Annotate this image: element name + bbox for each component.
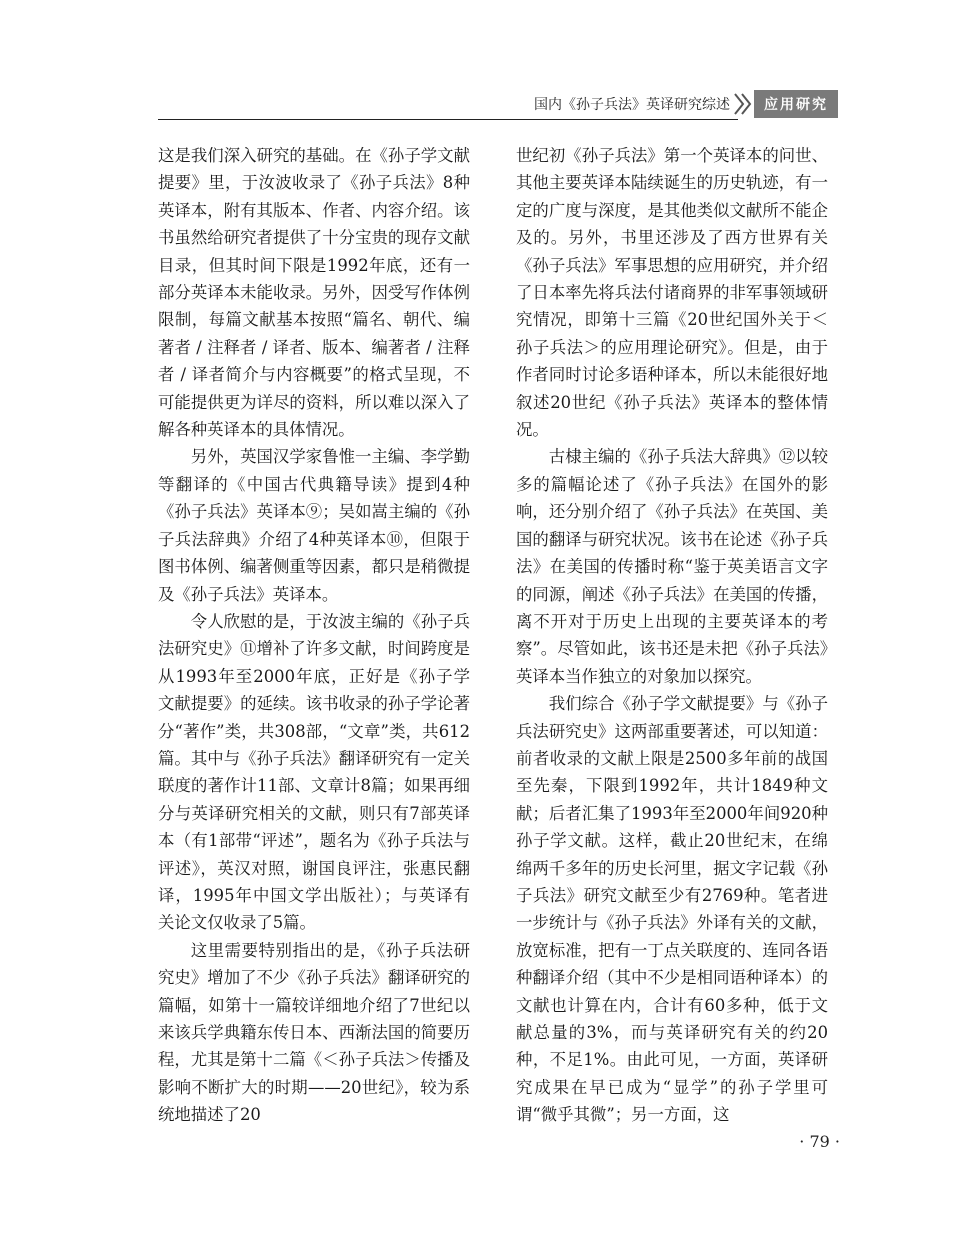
running-title: 国内《孙子兵法》英译研究综述 — [534, 97, 730, 113]
chevron-right-icon — [732, 91, 754, 117]
paragraph: 我们综合《孙子学文献提要》与《孙子兵法研究史》这两部重要著述，可以知道：前者收录的文献上限是2500多年前的战国至先秦，下限到1992年，共计1849种文献；后者汇集了1993年至2000年间920种孙子学文献。这样，截止20世纪末，在绵绵两千多年的历史长河里，据文字记载《孙子兵法》研究文献至少有2769种。笔者进一步统计与《孙子兵法》外译有关的文献，放宽标准，把有一丁点关联度的、连同各语种翻译介绍（其中不少是相同语种译本）的文献也计算在内，合计有60多种，低于文献总量的3%，而与英译研究有关的约20种，不足1%。由此可见，一方面，英译研究成果在早已成为“显学”的孙子学里可谓“微乎其微”；另一方面，这 — [516, 694, 828, 1125]
paragraph: 这是我们深入研究的基础。在《孙子学文献提要》里，于汝波收录了《孙子兵法》8种英译本，附有其版本、作者、内容介绍。该书虽然给研究者提供了十分宝贵的现存文献目录，但其时间下限是1992年底，还有一部分英译本未能收录。另外，因受写作体例限制，每篇文献基本按照“篇名、朝代、编著者 / 注释者 / 译者、版本、编著者 / 注释者 / 译者简介与内容概要”的格式呈现，不可能提供更为详尽的资料，所以难以深入了解各种英译本的具体情况。 — [158, 146, 470, 440]
paragraph: 世纪初《孙子兵法》第一个英译本的问世、其他主要英译本陆续诞生的历史轨迹，有一定的广度与深度，是其他类似文献所不能企及的。另外，书里还涉及了西方世界有关《孙子兵法》军事思想的应用研究，并介绍了日本率先将兵法付诸商界的非军事领域研究情况，即第十三篇《20世纪国外关于＜孙子兵法＞的应用理论研究》。但是，由于作者同时讨论多语种译本，所以未能很好地叙述20世纪《孙子兵法》英译本的整体情况。 — [516, 146, 828, 440]
paragraph: 令人欣慰的是，于汝波主编的《孙子兵法研究史》⑪增补了许多文献，时间跨度是从1993年至2000年底，正好是《孙子学文献提要》的延续。该书收录的孙子学论著分“著作”类，共308部，“文章”类，共612篇。其中与《孙子兵法》翻译研究有一定关联度的著作计11部、文章计8篇；如果再细分与英译研究相关的文献，则只有7部英译本（有1部带“评述”，题名为《孙子兵法与评述》，英汉对照，谢国良评注，张惠民翻译，1995年中国文学出版社）；与英译有关论文仅收录了5篇。 — [158, 611, 470, 933]
page-number: · 79 · — [799, 1132, 840, 1151]
running-header — [158, 88, 838, 122]
section-tag: 应用研究 — [754, 90, 838, 118]
right-column — [516, 142, 828, 1129]
paragraph: 另外，英国汉学家鲁惟一主编、李学勤等翻译的《中国古代典籍导读》提到4种《孙子兵法》英译本⑨；吴如嵩主编的《孙子兵法辞典》介绍了4种英译本⑩，但限于图书体例、编著侧重等因素，都只是稍微提及《孙子兵法》英译本。 — [158, 447, 470, 604]
header-rule — [158, 119, 738, 120]
paragraph: 这里需要特别指出的是，《孙子兵法研究史》增加了不少《孙子兵法》翻译研究的篇幅，如第十一篇较详细地介绍了7世纪以来该兵学典籍东传日本、西渐法国的简要历程，尤其是第十二篇《＜孙子兵法＞传播及影响不断扩大的时期——20世纪》，较为系统地描述了20 — [158, 940, 470, 1125]
left-column — [158, 142, 470, 1129]
paragraph: 古棣主编的《孙子兵法大辞典》⑫以较多的篇幅论述了《孙子兵法》在国外的影响，还分别介绍了《孙子兵法》在英国、美国的翻译与研究状况。该书在论述《孙子兵法》在美国的传播时称“鉴于英美语言文字的同源，阐述《孙子兵法》在美国的传播，离不开对于历史上出现的主要英译本的考察”。尽管如此，该书还是未把《孙子兵法》英译本当作独立的对象加以探究。 — [516, 447, 828, 686]
